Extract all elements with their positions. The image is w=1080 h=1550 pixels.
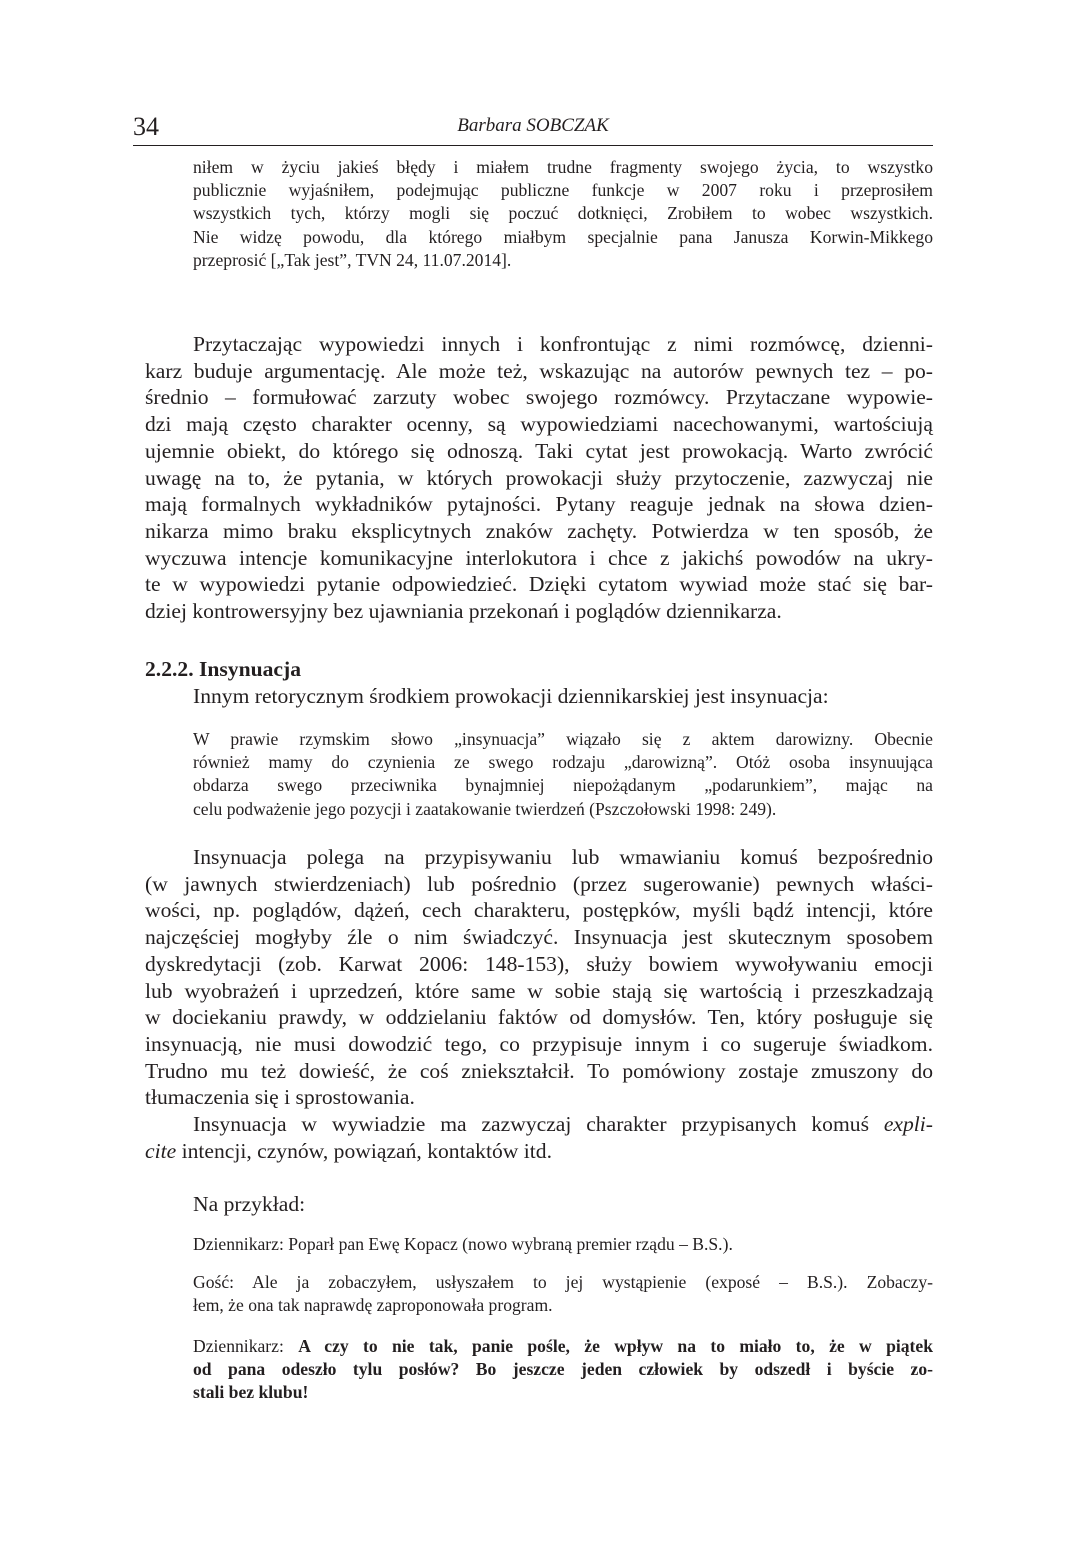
text-line: niłem w życiu jakieś błędy i miałem trudne fragmenty swojego życia, to wszystko bbox=[193, 157, 933, 177]
text-line: dzi mają często charakter ocenny, są wypowiedziami nacechowanymi, wartościują bbox=[145, 412, 933, 437]
text-line: średnio – formułować zarzuty wobec swojego rozmówcy. Przytaczane wypowie- bbox=[145, 385, 933, 410]
quote-tvn24 bbox=[193, 156, 933, 272]
dialogue-guest bbox=[193, 1271, 933, 1317]
section-heading-text: 2.2.2. Insynuacja bbox=[145, 657, 301, 681]
text-line bbox=[193, 1335, 933, 1358]
text-segment: intencji, czynów, powiązań, kontaktów itd. bbox=[176, 1138, 552, 1163]
example-intro bbox=[145, 1191, 933, 1218]
text-line: uwagę na to, że pytania, w których prowokacji służy przytoczenie, zazwyczaj nie bbox=[145, 465, 933, 490]
text-line: nikarza mimo braku eksplicytnych znaków zachęty. Potwierdza w ten sposób, że bbox=[145, 518, 933, 543]
text-line: łem, że ona tak naprawdę zaproponowała program. bbox=[193, 1295, 553, 1316]
text-line: ujemnie obiekt, do którego się odnoszą. Taki cytat jest prowokacją. Warto zwrócić bbox=[145, 438, 933, 463]
text-line: najczęściej mogłyby źle o nim świadczyć. Insynuacja jest skutecznym sposobem bbox=[145, 925, 933, 950]
text-line bbox=[193, 1358, 933, 1381]
text-line: dziej kontrowersyjny bez ujawniania przekonań i poglądów dziennikarza. bbox=[145, 599, 782, 624]
text-line: Gość: Ale ja zobaczyłem, usłyszałem to jej wystąpienie (exposé – B.S.). Zobaczy- bbox=[193, 1272, 933, 1292]
paragraph-insinuation bbox=[145, 844, 933, 1111]
text-segment: Dziennikarz: bbox=[193, 1336, 299, 1356]
text-line: obdarza swego przeciwnika bynajmniej niepożądanym „podarunkiem”, mając na bbox=[193, 775, 933, 796]
text-line: Trudno mu też dowieść, że coś zniekształcił. To pomówiony zostaje zmuszony do bbox=[145, 1058, 933, 1083]
text-line: wości, np. poglądów, dążeń, cech charakteru, postępków, myśli bądź intencji, które bbox=[145, 898, 933, 923]
italic-text: cite bbox=[145, 1138, 177, 1163]
text-line: Dziennikarz: Poparł pan Ewę Kopacz (nowo wybraną premier rządu – B.S.). bbox=[193, 1234, 733, 1254]
intro-line bbox=[145, 683, 933, 710]
text-line: insynuacją, nie musi dowodzić tego, co przypisuje innym i co sugeruje świadkom. bbox=[145, 1031, 933, 1056]
running-head-author: Barbara SOBCZAK bbox=[457, 115, 609, 136]
text-line bbox=[145, 1138, 933, 1165]
text-line: karz buduje argumentację. Ale może też, wskazując na autorów pewnych tez – po- bbox=[145, 358, 933, 383]
text-line: w dociekaniu prawdy, w oddzielaniu faktów od domysłów. Ten, który posługuje się bbox=[145, 1005, 933, 1030]
text-line bbox=[145, 1111, 933, 1138]
text-segment: Insynuacja w wywiadzie ma zazwyczaj charakter przypisanych komuś bbox=[193, 1112, 884, 1136]
page-number: 34 bbox=[133, 112, 159, 141]
italic-text: expli- bbox=[883, 1112, 933, 1136]
text-line: celu podważenie jego pozycji i zaatakowanie twierdzeń (Pszczołowski 1998: 249). bbox=[193, 798, 777, 819]
section-heading bbox=[145, 656, 933, 683]
text-line: Innym retorycznym środkiem prowokacji dziennikarskiej jest insynuacja: bbox=[193, 684, 829, 708]
text-line: publicznie wyjaśniłem, podejmując publiczne funkcje w 2007 roku i przeprosiłem bbox=[193, 180, 933, 201]
bold-text: A czy to nie tak, panie pośle, że wpływ na to miało to, że w piątek bbox=[298, 1336, 933, 1356]
text-line: lub wyobrażeń i uprzedzeń, które same w sobie stają się wartością i przeszkadzają bbox=[145, 978, 933, 1003]
text-line: również mamy do czynienia ze swego rodzaju „darowizną”. Otóż osoba insynuująca bbox=[193, 752, 933, 773]
text-line: Insynuacja polega na przypisywaniu lub wmawianiu komuś bezpośrednio bbox=[193, 845, 933, 869]
quote-pszczolowski bbox=[193, 728, 933, 821]
text-line: (w jawnych stwierdzeniach) lub pośrednio (przez sugerowanie) pewnych właści- bbox=[145, 871, 933, 896]
paragraph-quotation bbox=[145, 331, 933, 625]
text-line: Nie widzę powodu, dla którego miałbym specjalnie pana Janusza Korwin-Mikkego bbox=[193, 226, 933, 247]
bold-text: stali bez klubu! bbox=[193, 1382, 309, 1403]
header-rule bbox=[133, 145, 933, 146]
text-line: te w wypowiedzi pytanie odpowiedzieć. Dzięki cytatom wywiad może stać się bar- bbox=[145, 572, 933, 597]
text-line: W prawie rzymskim słowo „insynuacja” wiązało się z aktem darowizny. Obecnie bbox=[193, 729, 933, 749]
dialogue-journalist-1 bbox=[193, 1233, 933, 1256]
text-line: Przytaczając wypowiedzi innych i konfrontując z nimi rozmówcę, dzienni- bbox=[193, 332, 933, 356]
text-line: tłumaczenia się i sprostowania. bbox=[145, 1085, 415, 1110]
bold-text: od pana odeszło tylu posłów? Bo jeszcze jeden człowiek by odszedł i byście zo- bbox=[193, 1359, 933, 1380]
text-line: wszystkich tych, którzy mogli się poczuć dotknięci, Zrobiłem to wobec wszystkich. bbox=[193, 203, 933, 224]
text-line: przeprosić [„Tak jest”, TVN 24, 11.07.2014]. bbox=[193, 249, 512, 270]
text-line: mają formalnych wykładników pytajności. Pytany reaguje jednak na słowa dzien- bbox=[145, 492, 933, 517]
text-line: Na przykład: bbox=[193, 1192, 306, 1216]
text-line: wyczuwa intencje komunikacyjne interlokutora i chce z jakichś powodów na ukry- bbox=[145, 545, 933, 570]
dialogue-journalist-2 bbox=[193, 1335, 933, 1405]
text-line: dyskredytacji (zob. Karwat 2006: 148-153), służy bowiem wywoływaniu emocji bbox=[145, 951, 933, 976]
paragraph-interview bbox=[145, 1111, 933, 1164]
text-line bbox=[193, 1381, 933, 1404]
